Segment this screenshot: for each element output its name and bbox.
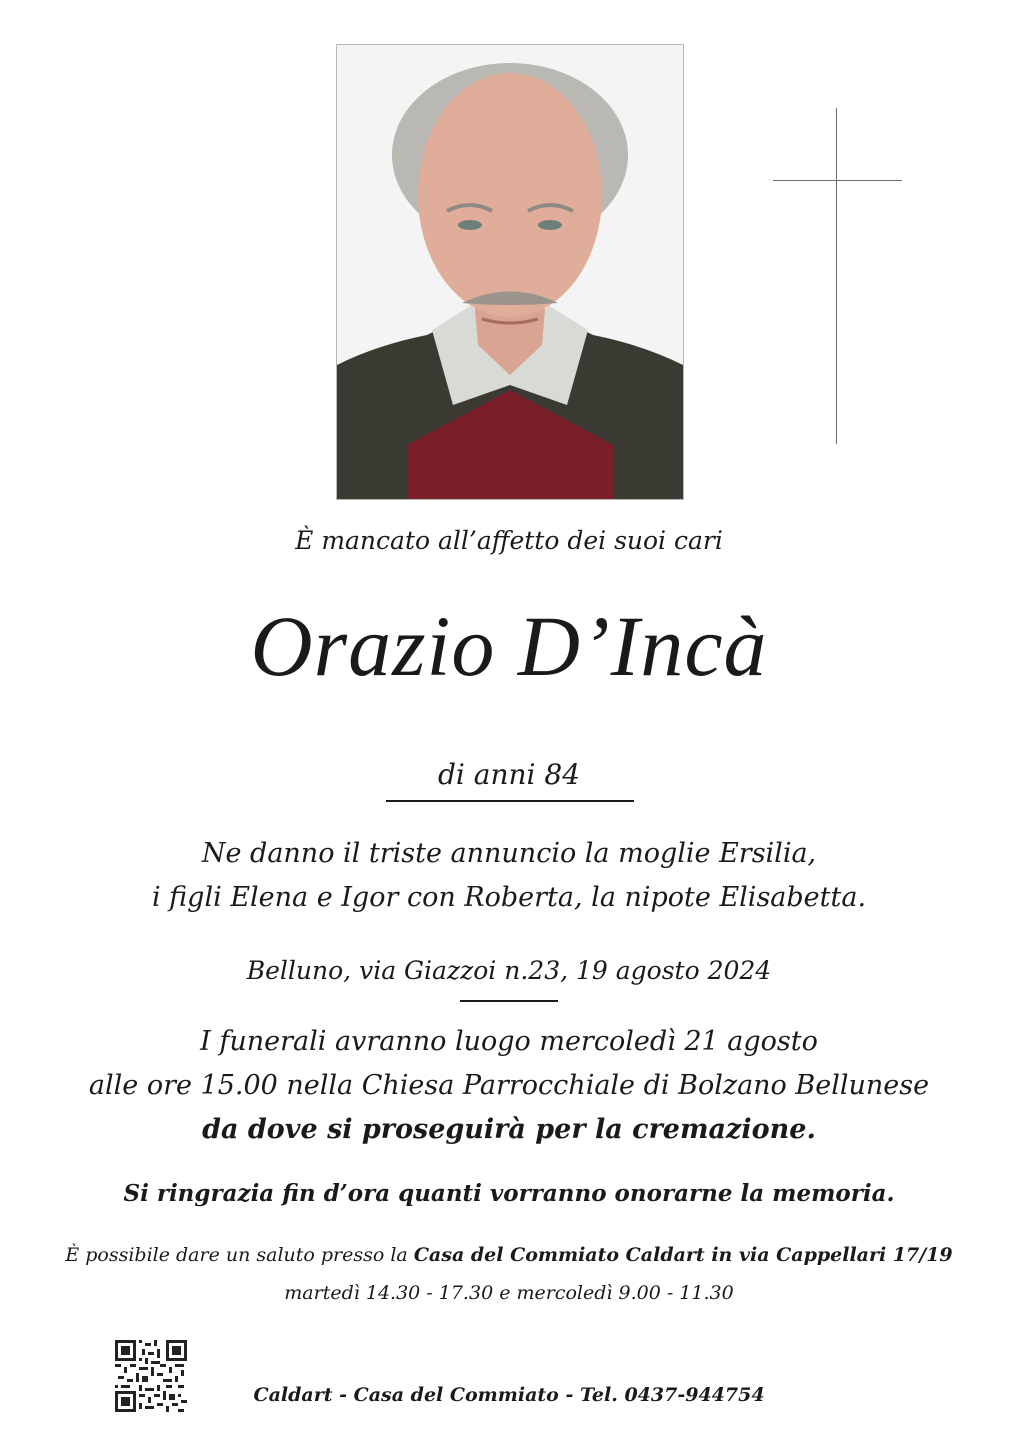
visit-place: Casa del Commiato Caldart in via Cappellari 17/19	[413, 1244, 953, 1266]
age-underline	[386, 800, 634, 802]
portrait-photo	[336, 44, 684, 500]
funeral-line-3: da dove si proseguirà per la cremazione.	[202, 1114, 816, 1145]
visit-hours: martedì 14.30 - 17.30 e mercoledì 9.00 - 11.30	[284, 1282, 734, 1304]
funeral-home-footer: Caldart - Casa del Commiato - Tel. 0437-944754	[253, 1384, 765, 1406]
place-and-date: Belluno, via Giazzoi n.23, 19 agosto 2024	[246, 956, 772, 985]
age-text: di anni 84	[437, 758, 581, 791]
visit-prefix: È possibile dare un saluto presso la	[65, 1244, 408, 1266]
intro-text: È mancato all’affetto dei suoi cari	[295, 526, 723, 555]
visit-info	[0, 1244, 1018, 1266]
announcement-line-1: Ne danno il triste annuncio la moglie Ersilia,	[201, 838, 817, 869]
funeral-line-2: alle ore 15.00 nella Chiesa Parrocchiale di Bolzano Bellunese	[88, 1070, 930, 1101]
cross-vertical-bar	[836, 108, 837, 444]
deceased-name: Orazio D’Incà	[250, 598, 768, 694]
announcement-line-2: i figli Elena e Igor con Roberta, la nipote Elisabetta.	[151, 882, 867, 913]
date-divider	[460, 1000, 558, 1002]
cross-horizontal-bar	[773, 180, 902, 181]
funeral-line-1: I funerali avranno luogo mercoledì 21 agosto	[200, 1026, 818, 1057]
thanks-text: Si ringrazia fin d’ora quanti vorranno onorarne la memoria.	[123, 1180, 895, 1207]
